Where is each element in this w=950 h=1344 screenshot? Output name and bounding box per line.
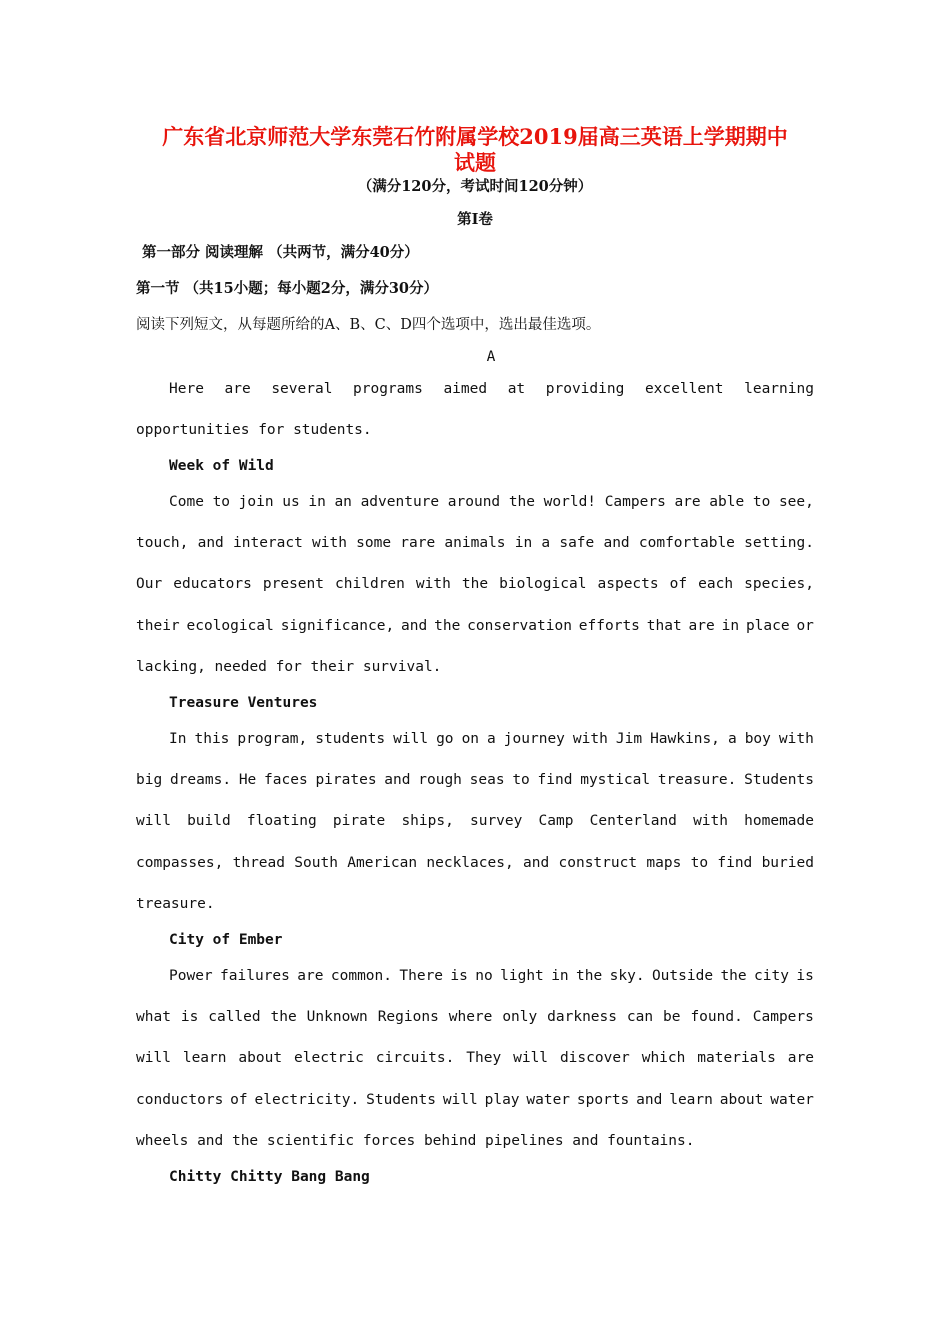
text-line: conductors of electricity. Students will play water sports and learn about water [136, 1091, 814, 1108]
text-line: compasses, thread South American necklaces, and construct maps to find buried [136, 854, 814, 871]
text-line: Come to join us in an adventure around the world! Campers are able to see, [169, 494, 814, 510]
program-heading: Chitty Chitty Bang Bang [169, 1169, 370, 1185]
document-title: 广东省北京师范大学东莞石竹附属学校2019届高三英语上学期期中 [162, 124, 788, 149]
text-line: what is called the Unknown Regions where only darkness can be found. Campers [136, 1009, 814, 1026]
program-heading: City of Ember [169, 932, 283, 948]
program-heading: Week of Wild [169, 458, 274, 474]
text-line: treasure. [136, 895, 215, 912]
text-line: Our educators present children with the biological aspects of each species, [136, 576, 814, 593]
text-line: In this program, students will go on a journey with Jim Hawkins, a boy with [169, 731, 814, 747]
text-line: wheels and the scientific forces behind pipelines and fountains. [136, 1132, 695, 1149]
exam-subtitle: （满分120分，考试时间120分钟） [357, 178, 593, 195]
text-line: touch, and interact with some rare animals in a safe and comfortable setting. [136, 535, 814, 552]
text-line: lacking, needed for their survival. [136, 658, 442, 675]
text-line: will build floating pirate ships, survey Camp Centerland with homemade [136, 813, 814, 830]
text-line: big dreams. He faces pirates and rough seas to find mystical treasure. Students [136, 772, 814, 789]
text-line: will learn about electric circuits. They will discover which materials are [136, 1050, 814, 1067]
passage-label: A [486, 349, 496, 365]
text-line: Power failures are common. There is no light in the sky. Outside the city is [169, 968, 814, 984]
part-heading: 第一部分 阅读理解 （共两节，满分40分） [142, 244, 419, 261]
volume-heading: 第I卷 [457, 211, 493, 228]
instructions: 阅读下列短文，从每题所给的A、B、C、D四个选项中，选出最佳选项。 [136, 317, 601, 333]
document-title-continued: 试题 [454, 150, 496, 175]
program-heading: Treasure Ventures [169, 695, 318, 711]
text-line: Here are several programs aimed at providing excellent learning [169, 381, 814, 397]
section-heading: 第一节 （共15小题；每小题2分，满分30分） [136, 280, 438, 297]
text-line: opportunities for students. [136, 422, 372, 439]
text-line: their ecological significance, and the conservation efforts that are in place or [136, 617, 814, 634]
